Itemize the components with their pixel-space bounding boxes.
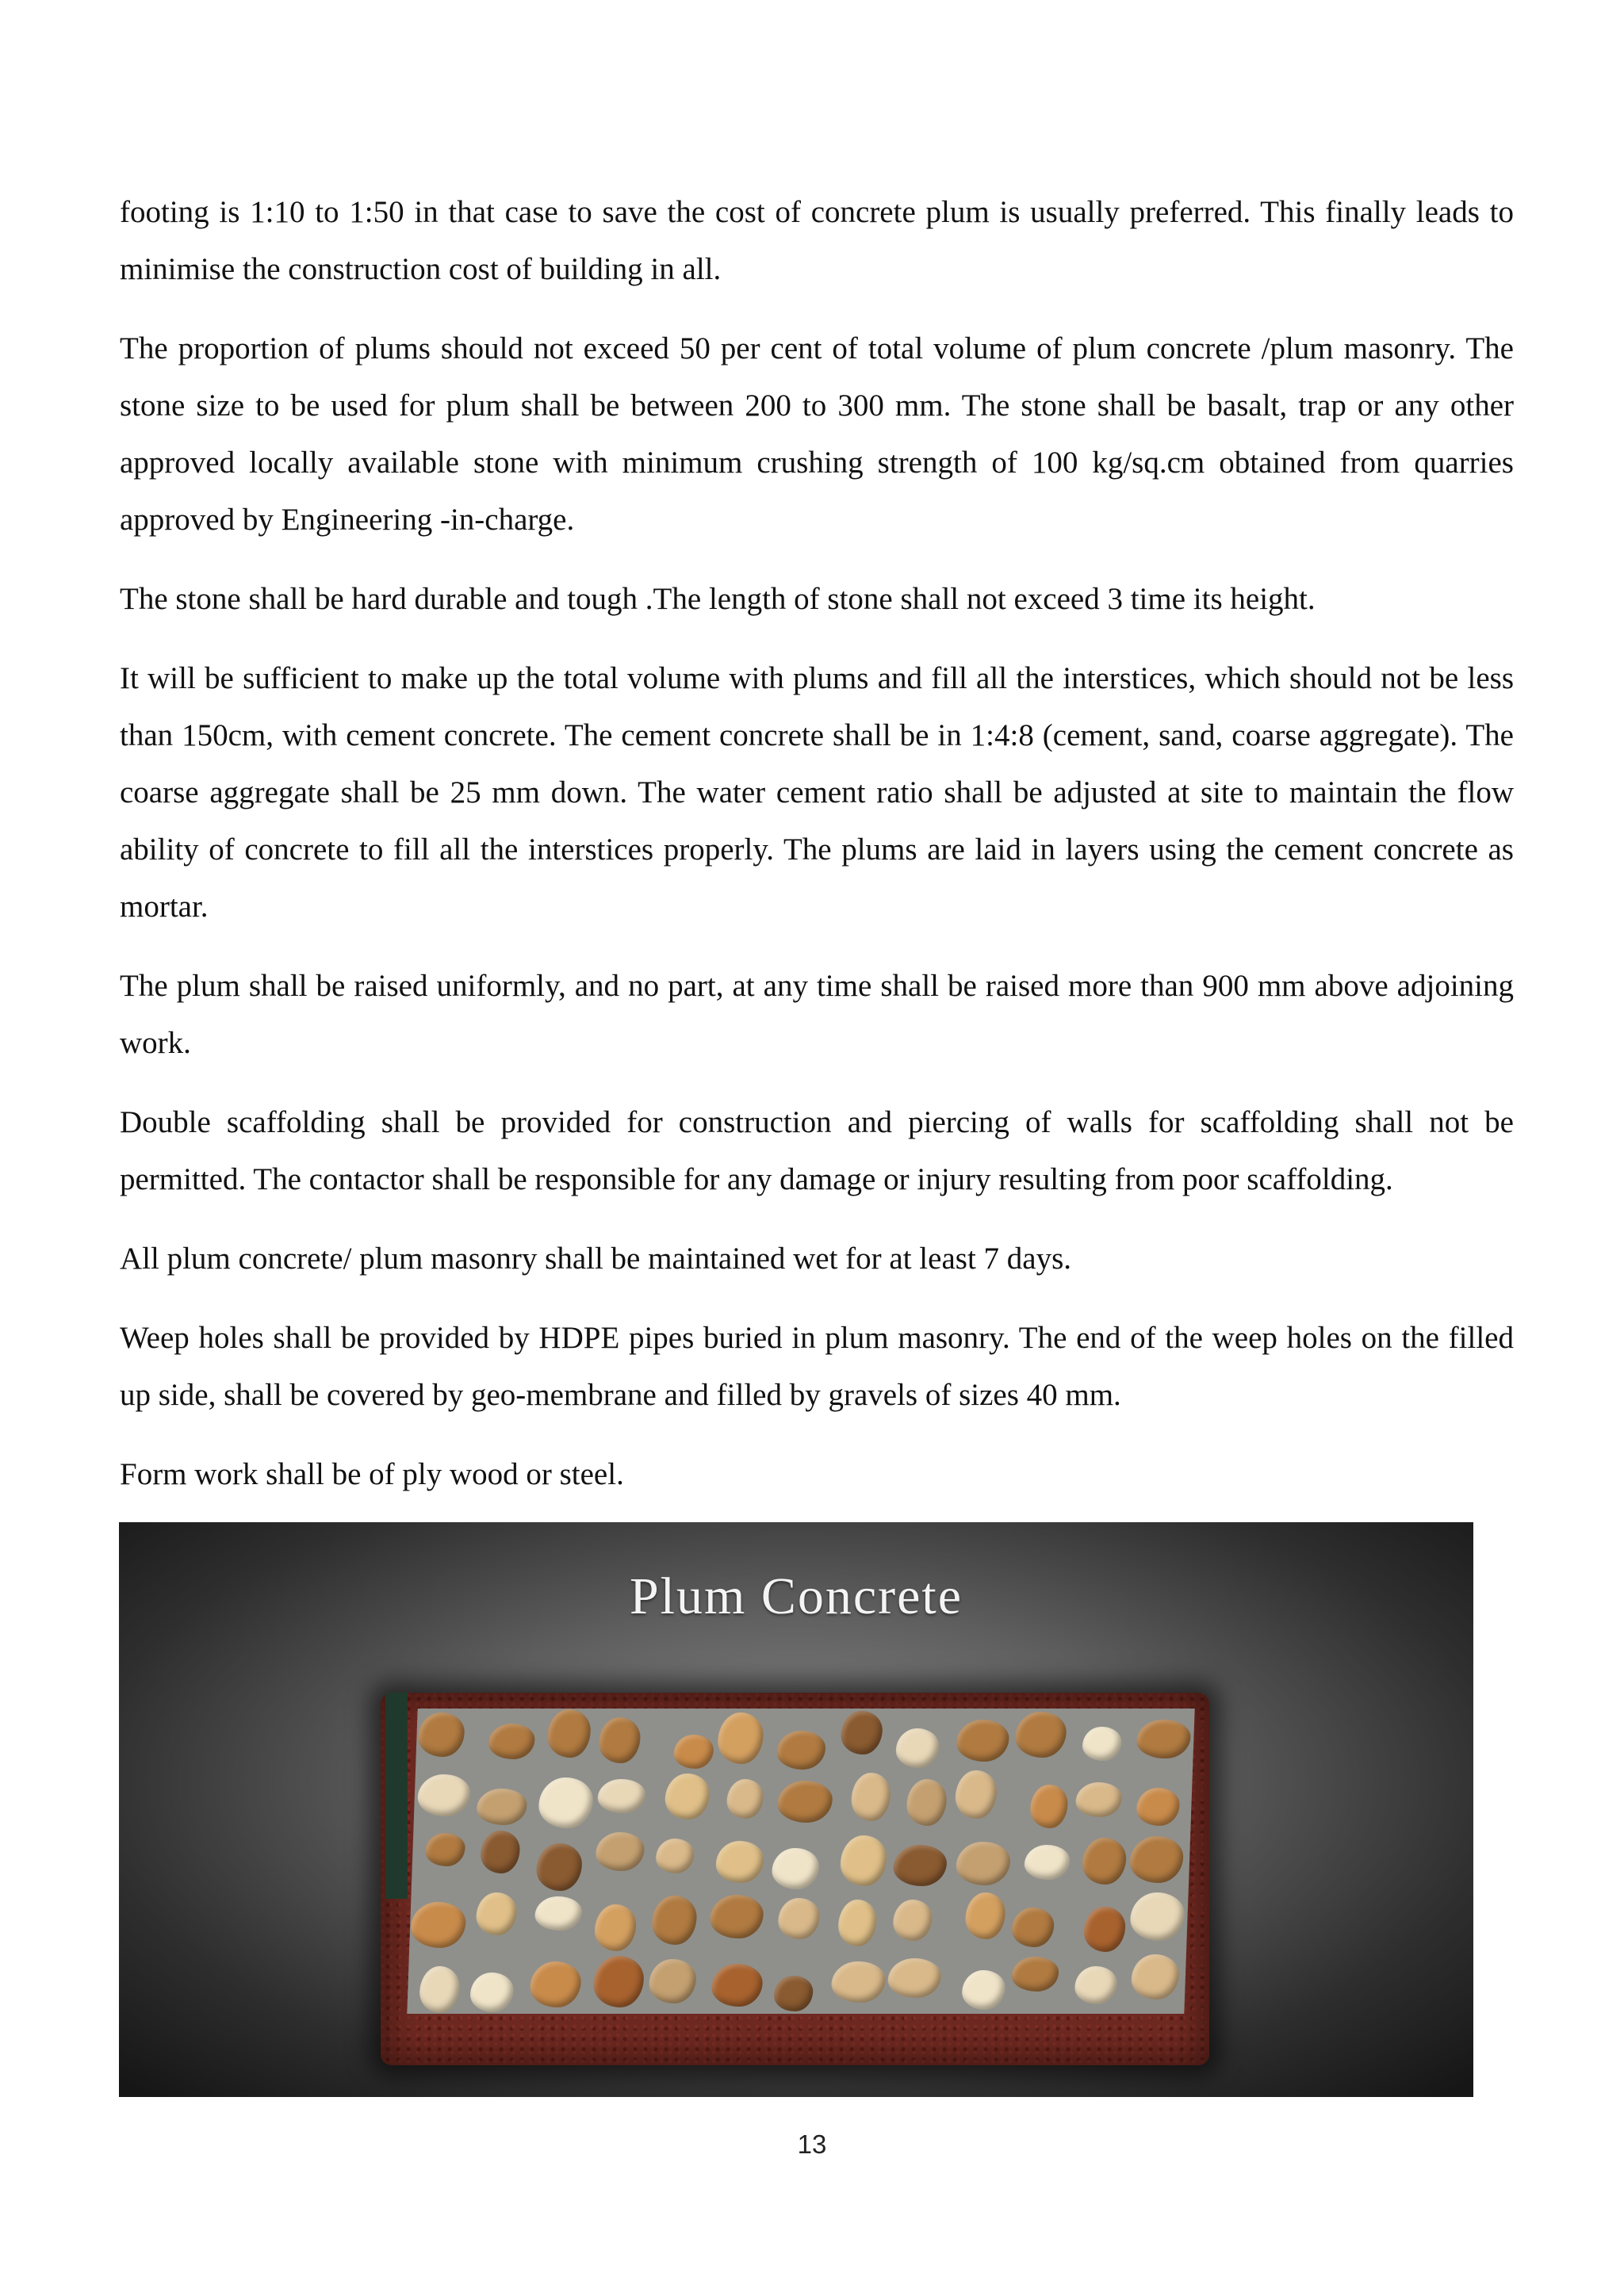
stone [772, 1848, 820, 1889]
stone [596, 1832, 645, 1871]
stone [1015, 1712, 1067, 1757]
stone [419, 1966, 460, 2013]
page-body [120, 184, 1514, 1525]
stone [961, 1970, 1005, 2010]
figure-title: Plum Concrete [629, 1567, 963, 1625]
stone [726, 1779, 764, 1820]
stone [893, 1845, 948, 1886]
stone [839, 1835, 887, 1885]
stone [651, 1896, 697, 1945]
form-edge [385, 1693, 408, 1899]
stone [906, 1779, 947, 1826]
stone [774, 1976, 814, 2012]
stone [538, 1777, 594, 1828]
stone [1131, 1954, 1180, 2000]
stone [715, 1841, 764, 1883]
paragraph: Weep holes shall be provided by HDPE pipes buried in plum masonry. The end of the weep holes on the filled up side, shall be covered by geo-membrane and filled by gravels of sizes 40 mm. [120, 1321, 1514, 1412]
stone [418, 1712, 465, 1756]
stone [1129, 1836, 1184, 1883]
plum-concrete-photo [381, 1693, 1209, 2065]
paragraph: The stone shall be hard durable and tough .The length of stone shall not exceed 3 time its height. [120, 582, 1316, 616]
stone [476, 1789, 527, 1824]
stone [598, 1779, 646, 1813]
stone [887, 1958, 942, 1998]
stone [469, 1973, 514, 2012]
stone [1082, 1838, 1128, 1885]
paragraph: It will be sufficient to make up the total volume with plums and fill all the interstices, which should not be less than 150cm, with cement concrete. The cement concrete shall be in 1:4:8 (cement, sand, coarse aggregate). The coarse aggregate shall be 25 mm down. The water cement ratio shall be adjusted at site to maintain the flow ability of concrete to fill all the interstices properly. The plums are laid in layers using the cement concrete as mortar. [120, 661, 1514, 924]
stone [488, 1724, 535, 1758]
stone [709, 1895, 764, 1939]
stone [598, 1717, 641, 1763]
stone [778, 1898, 821, 1939]
stone [481, 1831, 521, 1873]
stone [529, 1961, 582, 2008]
stone [1136, 1788, 1180, 1826]
stone [655, 1839, 695, 1873]
stone [648, 1959, 696, 2003]
stone [1012, 1957, 1060, 1992]
stone [895, 1728, 940, 1768]
stone [851, 1773, 892, 1821]
stone [776, 1781, 833, 1823]
stone [410, 1902, 466, 1948]
stone [417, 1774, 471, 1816]
paragraph: All plum concrete/ plum masonry shall be maintained wet for at least 7 days. [120, 1242, 1072, 1276]
stone [536, 1843, 583, 1890]
stone [956, 1720, 1010, 1762]
stone [1075, 1782, 1122, 1817]
stone [1024, 1845, 1070, 1880]
stone [673, 1735, 714, 1770]
stone [1030, 1785, 1069, 1828]
stone [592, 1956, 644, 2007]
stone [1129, 1892, 1185, 1941]
paragraph: Double scaffolding shall be provided for construction and piercing of walls for scaffolding shall not be permitted. The contactor shall be responsible for any damage or injury resulting from poor scaffolding. [120, 1105, 1514, 1196]
paragraph: The proportion of plums should not exceed 50 per cent of total volume of plum concrete /plum masonry. The stone size to be used for plum shall be between 200 to 300 mm. The stone shall be basalt, trap or any other approved locally available stone with minimum crushing strength of 100 kg/sq.cm obtained from quarries approved by Engineering -in-charge. [120, 331, 1514, 537]
stone [1082, 1727, 1122, 1762]
stone [841, 1711, 883, 1755]
stone [837, 1900, 877, 1947]
stone [956, 1842, 1010, 1885]
stone [547, 1709, 591, 1757]
stone [1011, 1908, 1055, 1947]
stone [831, 1961, 886, 2003]
stone [594, 1904, 637, 1951]
stone [534, 1896, 582, 1931]
stone [1136, 1720, 1191, 1759]
plum-concrete-figure [119, 1522, 1473, 2097]
stone [1083, 1907, 1126, 1952]
stone [711, 1964, 763, 2007]
stone [955, 1770, 998, 1820]
page-number: 13 [797, 2130, 827, 2159]
stone [776, 1731, 827, 1770]
stone [476, 1892, 518, 1936]
paragraph: Form work shall be of ply wood or steel. [120, 1457, 624, 1491]
paragraph: footing is 1:10 to 1:50 in that case to save the cost of concrete plum is usually preferred. This finally leads to minimise the construction cost of building in all. [120, 195, 1514, 286]
paragraph: The plum shall be raised uniformly, and no part, at any time shall be raised more than 900 mm above adjoining work. [120, 969, 1514, 1060]
stone [665, 1774, 710, 1820]
stone [424, 1833, 465, 1866]
stone [892, 1900, 933, 1941]
concrete-slab [407, 1709, 1194, 2014]
stone [965, 1892, 1006, 1939]
stone [718, 1712, 764, 1763]
stone [1074, 1966, 1117, 2004]
